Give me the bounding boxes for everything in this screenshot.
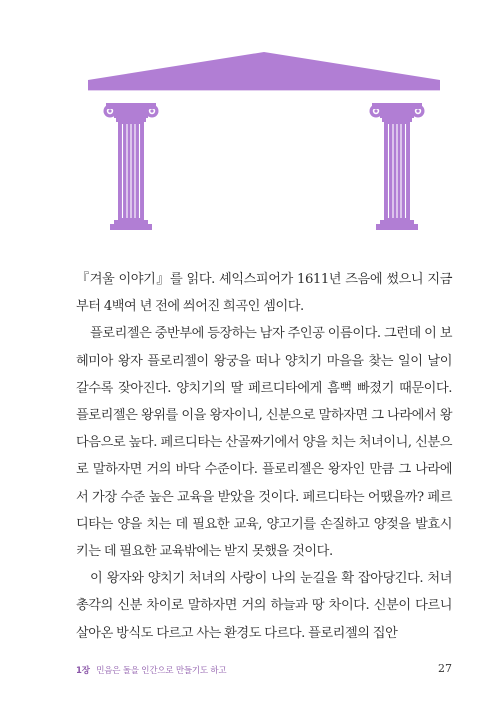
paragraph-3: 이 왕자와 양치기 처녀의 사랑이 나의 눈길을 확 잡아당긴다. 처녀 총각의 신분 차이로 말하자면 거의 하늘과 땅 차이다. 신분이 다르니 살아온 방식도 다르고 사는 환경도 다르다. 플로리젤의 집안 — [76, 571, 452, 641]
left-column — [104, 103, 159, 230]
greek-temple-icon — [88, 50, 440, 230]
running-head — [76, 664, 226, 676]
body-text — [76, 266, 452, 647]
right-column — [370, 103, 425, 230]
paragraph-2: 플로리젤은 중반부에 등장하는 남자 주인공 이름이다. 그런데 이 보헤미아 왕자 플로리젤이 왕궁을 떠나 양치기 마을을 찾는 일이 날이 갈수록 잦아진다. 양치기의 딸 페르디타에게 흠뻑 빠졌기 때문이다. 플로리젤은 왕위를 이을 왕자이니, 신분으로 말하자면 그 나라에서 왕 다음으로 높다. 페르디타는 산골짜기에서 양을 치는 처녀이니, 신분으로 말하자면 거의 바닥 수준이다. 플로리젤은 왕자인 만큼 그 나라에서 가장 수준 높은 교육을 받았을 것이다. 페르디타는 어땠을까? 페르디타는 양을 치는 데 필요한 교육, 양고기를 손질하고 양젖을 발효시키는 데 필요한 교육밖에는 받지 못했을 것이다. — [76, 326, 452, 560]
chapter-title: 민음은 돌을 인간으로 만들기도 하고 — [96, 666, 227, 676]
paragraph-1: 『겨울 이야기』를 읽다. 셰익스피어가 1611년 즈음에 썼으니 지금부터 4백여 년 전에 씌어진 희곡인 셈이다. — [76, 272, 452, 315]
page-number: 27 — [438, 662, 452, 675]
temple-entablature — [88, 80, 440, 91]
temple-pediment — [88, 52, 440, 80]
chapter-number: 1장 — [76, 666, 90, 676]
page-footer — [76, 663, 452, 679]
